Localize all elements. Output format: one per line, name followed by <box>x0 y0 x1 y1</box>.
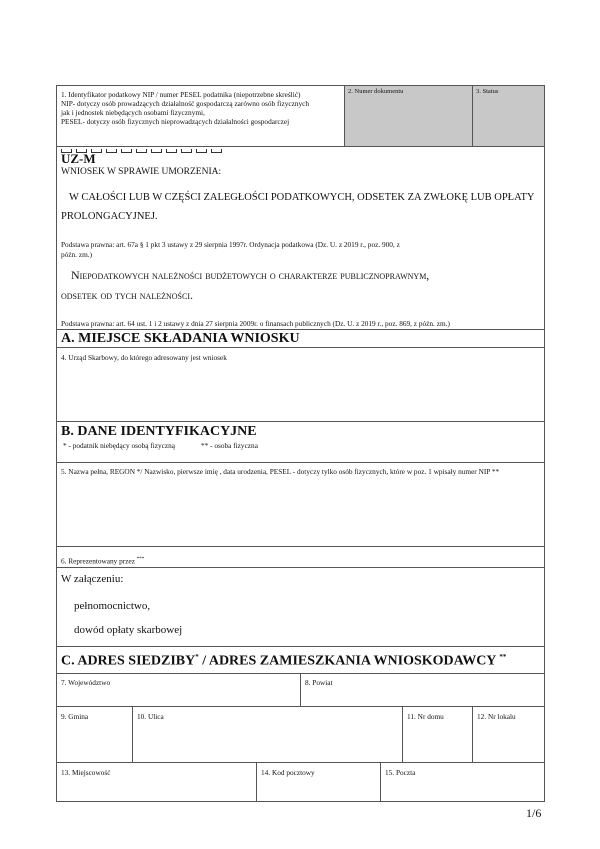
post-office-field[interactable] <box>380 762 545 802</box>
county-label: 8. Powiat <box>305 678 333 687</box>
name-field[interactable] <box>56 462 545 547</box>
title-line-2b: PROLONGACYJNEJ. <box>61 211 158 222</box>
post-office-label: 15. Poczta <box>385 768 416 777</box>
apartment-number-field[interactable] <box>472 706 545 763</box>
title-line-2a: W CAŁOŚCI LUB W CZĘŚCI ZALEGŁOŚCI PODATKOWYCH, ODSETEK ZA ZWŁOKĘ LUB OPŁATY <box>69 192 535 203</box>
city-field[interactable] <box>56 762 257 802</box>
section-c-header <box>56 646 545 674</box>
section-a-title: A. MIEJSCE SKŁADANIA WNIOSKU <box>61 331 300 346</box>
legal-basis-1b: późn. zm.) <box>61 250 93 259</box>
status-box <box>472 85 545 147</box>
section-b-header <box>56 421 545 463</box>
attachment-item-1: pełnomocnictwo, <box>74 600 151 612</box>
voivodeship-field[interactable] <box>56 673 301 707</box>
section-c-title: C. ADRES SIEDZIBY* / ADRES ZAMIESZKANIA WNIOSKODAWCY ** <box>61 653 507 669</box>
id-field-label-2: NIP- dotyczy osób prowadzących działalność gospodarczą zarówno osób fizycznych <box>61 99 310 108</box>
form-code: UZ-M <box>61 151 96 166</box>
city-label: 13. Miejscowość <box>61 768 111 777</box>
postal-code-label: 14. Kod pocztowy <box>261 768 315 777</box>
tax-office-label: 4. Urząd Skarbowy, do którego adresowany jest wniosek <box>61 353 227 362</box>
attachments-box <box>56 567 545 647</box>
house-number-field[interactable] <box>402 706 473 763</box>
section-a-header <box>56 329 545 348</box>
title-line-3a: Niepodatkowych należności budżetowych o charakterze publicznoprawnym, <box>71 268 430 282</box>
section-b-title: B. DANE IDENTYFIKACYJNE <box>61 424 257 439</box>
status-label: 3. Status <box>476 88 499 95</box>
commune-label: 9. Gmina <box>61 712 89 721</box>
section-b-note-1: * - podatnik niebędący osobą fizyczną <box>63 441 176 450</box>
represented-by-label: 6. Reprezentowany przez *** <box>61 556 145 566</box>
apartment-number-label: 12. Nr lokalu <box>477 712 516 721</box>
id-field-box[interactable] <box>56 85 345 147</box>
street-label: 10. Ulica <box>137 712 164 721</box>
document-number-box <box>344 85 473 147</box>
id-field-label-4: PESEL- dotyczy osób fizycznych nieprowadzących działalności gospodarczej <box>61 117 290 126</box>
tax-office-field[interactable] <box>56 347 545 422</box>
document-number-label: 2. Numer dokumentu <box>348 88 404 95</box>
title-block <box>56 146 545 330</box>
county-field[interactable] <box>300 673 545 707</box>
id-field-label-1: 1. Identyfikator podatkowy NIP / numer PESEL podatnika (niepotrzebne skreślić) <box>61 90 301 99</box>
title-line-1: WNIOSEK W SPRAWIE UMORZENIA: <box>61 167 222 177</box>
id-field-label-3: jak i jednostek niebędących osobami fizycznymi, <box>61 108 205 117</box>
name-field-label: 5. Nazwa pełna, REGON */ Nazwisko, pierwsze imię , data urodzenia, PESEL - dotyczy tylko osób fizycznych, które w poz. 1 wpisały numer NIP ** <box>61 467 500 476</box>
title-line-3b: odsetek od tych należności. <box>61 288 193 302</box>
voivodeship-label: 7. Województwo <box>61 678 111 687</box>
postal-code-field[interactable] <box>256 762 381 802</box>
attachments-label: W załączeniu: <box>61 573 124 585</box>
legal-basis-1a: Podstawa prawna: art. 67a § 1 pkt 3 ustawy z 29 sierpnia 1997r. Ordynacja podatkowa (Dz. U. z 2019 r., poz. 900, z <box>61 240 400 249</box>
legal-basis-2: Podstawa prawna: art. 64 ust. 1 i 2 ustawy z dnia 27 sierpnia 2009r. o finansach publicznych (Dz. U. z 2019 r., poz. 869, z późn. zm.) <box>61 319 450 328</box>
house-number-label: 11. Nr domu <box>407 712 444 721</box>
represented-by-field[interactable] <box>56 546 545 568</box>
commune-field[interactable] <box>56 706 133 763</box>
page-number: 1/6 <box>526 806 542 820</box>
section-b-note-2: ** - osoba fizyczna <box>201 441 258 450</box>
street-field[interactable] <box>132 706 403 763</box>
attachment-item-2: dowód opłaty skarbowej <box>74 624 183 636</box>
